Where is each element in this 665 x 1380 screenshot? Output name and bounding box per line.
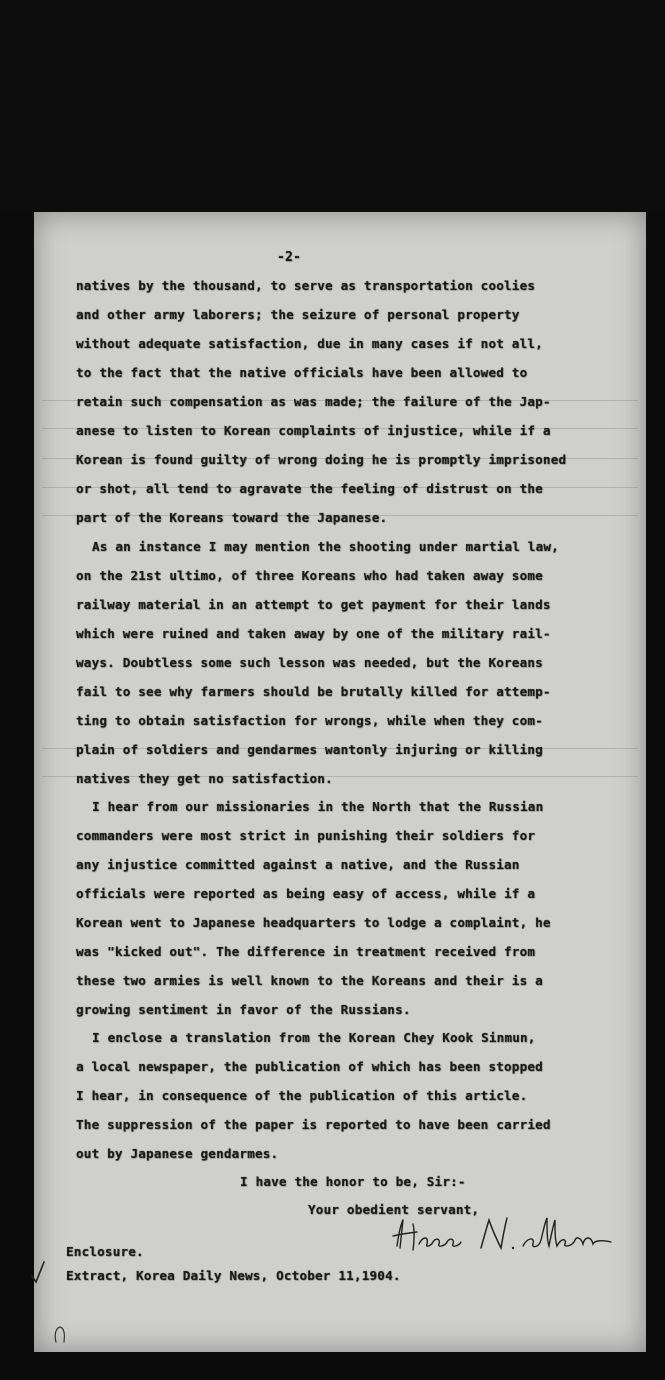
- microfilm-border: [0, 0, 665, 212]
- text-line: part of the Koreans toward the Japanese.: [76, 510, 388, 525]
- text-line: The suppression of the paper is reported to have been carried: [76, 1117, 551, 1132]
- text-line: on the 21st ultimo, of three Koreans who had taken away some: [76, 568, 543, 583]
- text-line: anese to listen to Korean complaints of injustice, while if a: [76, 423, 551, 438]
- text-line: officials were reported as being easy of access, while if a: [76, 886, 536, 901]
- text-line: railway material in an attempt to get payment for their lands: [76, 597, 551, 612]
- text-line: retain such compensation as was made; the failure of the Jap-: [76, 394, 551, 409]
- text-line: ting to obtain satisfaction for wrongs, while when they com-: [76, 713, 543, 728]
- text-line: ways. Doubtless some such lesson was needed, but the Koreans: [76, 655, 543, 670]
- closing-servant: Your obedient servant,: [308, 1202, 480, 1217]
- text-line: or shot, all tend to agravate the feeling of distrust on the: [76, 481, 543, 496]
- text-line: growing sentiment in favor of the Russians.: [76, 1002, 411, 1017]
- text-line: natives by the thousand, to serve as transportation coolies: [76, 278, 536, 293]
- text-line: which were ruined and taken away by one of the military rail-: [76, 626, 551, 641]
- margin-check-mark: [28, 1258, 48, 1286]
- enclosure-item: Extract, Korea Daily News, October 11,1904.: [66, 1268, 401, 1283]
- text-line: was "kicked out". The difference in treatment received from: [76, 944, 536, 959]
- letter-page: [34, 212, 646, 1352]
- closing-salutation: I have the honor to be, Sir:-: [240, 1174, 466, 1189]
- text-line: fail to see why farmers should be brutally killed for attemp-: [76, 684, 551, 699]
- text-line: Korean went to Japanese headquarters to lodge a complaint, he: [76, 915, 551, 930]
- text-line: a local newspaper, the publication of which has been stopped: [76, 1059, 543, 1074]
- text-line: to the fact that the native officials have been allowed to: [76, 365, 528, 380]
- enclosure-label: Enclosure.: [66, 1244, 144, 1259]
- text-line: natives they get no satisfaction.: [76, 771, 333, 786]
- text-line: without adequate satisfaction, due in many cases if not all,: [76, 336, 543, 351]
- handwritten-signature: [389, 1212, 624, 1257]
- text-line: these two armies is well known to the Koreans and their is a: [76, 973, 543, 988]
- text-line: out by Japanese gendarmes.: [76, 1146, 279, 1161]
- text-line: I hear, in consequence of the publication of this article.: [76, 1088, 528, 1103]
- text-line: As an instance I may mention the shooting under martial law,: [92, 539, 559, 554]
- text-line: I hear from our missionaries in the North that the Russian: [92, 799, 544, 814]
- text-line: I enclose a translation from the Korean Chey Kook Sinmun,: [92, 1030, 536, 1045]
- page-number: -2-: [277, 250, 302, 265]
- text-line: Korean is found guilty of wrong doing he is promptly imprisoned: [76, 452, 567, 467]
- margin-pencil-mark: [52, 1324, 68, 1344]
- text-line: any injustice committed against a native, and the Russian: [76, 857, 520, 872]
- text-line: and other army laborers; the seizure of personal property: [76, 307, 520, 322]
- text-line: commanders were most strict in punishing their soldiers for: [76, 828, 536, 843]
- text-line: plain of soldiers and gendarmes wantonly injuring or killing: [76, 742, 543, 757]
